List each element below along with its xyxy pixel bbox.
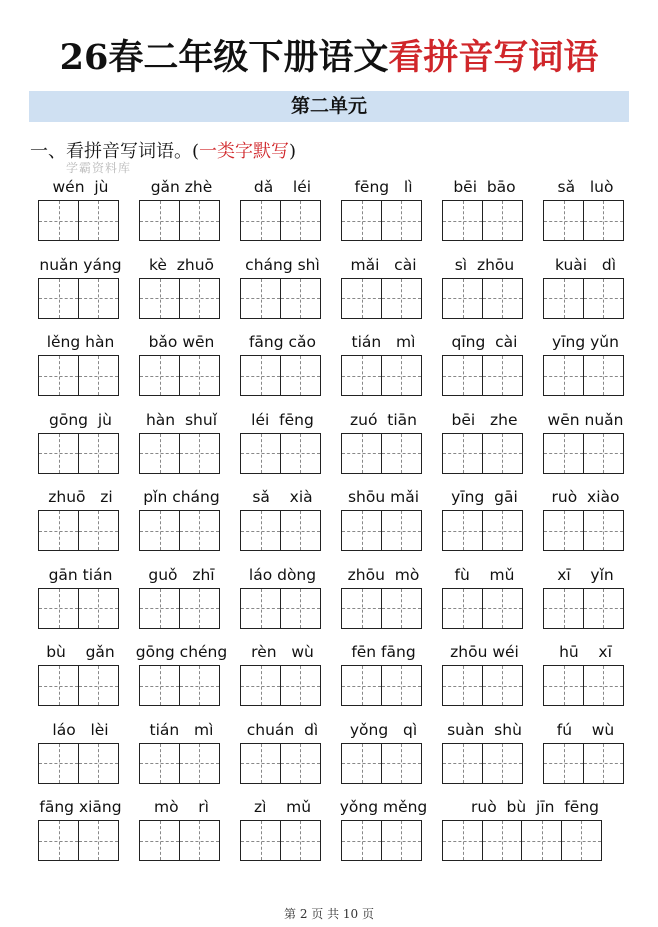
word-item xyxy=(132,407,231,485)
word-item xyxy=(132,174,231,252)
word-item xyxy=(435,252,534,330)
pinyin-label: fù mǔ xyxy=(454,565,515,584)
pinyin-label: mǎi cài xyxy=(350,255,417,274)
word-item xyxy=(132,717,231,795)
pinyin-label: tián mì xyxy=(149,720,214,739)
tianzige-box[interactable] xyxy=(139,510,180,551)
word-item xyxy=(435,174,534,252)
word-item xyxy=(334,639,433,717)
pinyin-label: yǒng qì xyxy=(349,720,418,739)
pinyin-label: wén jù xyxy=(52,178,109,196)
tianzige-box[interactable] xyxy=(583,200,624,241)
tianzige-box[interactable] xyxy=(139,200,180,241)
writing-boxes xyxy=(543,743,624,784)
word-item xyxy=(334,407,433,485)
tianzige-box[interactable] xyxy=(482,278,523,319)
word-item xyxy=(132,562,231,640)
pinyin-label: bēi zhe xyxy=(451,410,518,429)
tianzige-box[interactable] xyxy=(240,200,281,241)
pinyin-label: cháng shì xyxy=(245,255,320,274)
writing-boxes xyxy=(341,433,422,474)
word-item xyxy=(435,717,534,795)
pinyin-label: yǒng měng xyxy=(339,798,428,816)
tianzige-box[interactable] xyxy=(482,200,523,241)
writing-boxes xyxy=(139,820,220,861)
tianzige-box[interactable] xyxy=(583,278,624,319)
tianzige-box[interactable] xyxy=(38,510,79,551)
tianzige-box[interactable] xyxy=(38,433,79,474)
word-item xyxy=(132,252,231,330)
tianzige-box[interactable] xyxy=(38,355,79,396)
tianzige-box[interactable] xyxy=(341,510,382,551)
tianzige-box[interactable] xyxy=(78,200,119,241)
word-item xyxy=(233,329,332,407)
tianzige-box[interactable] xyxy=(341,743,382,784)
tianzige-box[interactable] xyxy=(381,510,422,551)
tianzige-box[interactable] xyxy=(38,665,79,706)
tianzige-box[interactable] xyxy=(139,433,180,474)
pinyin-label: sǎ xià xyxy=(252,488,313,506)
writing-boxes xyxy=(139,278,220,319)
word-item xyxy=(31,639,130,717)
word-item xyxy=(334,562,433,640)
word-item xyxy=(31,562,130,640)
tianzige-box[interactable] xyxy=(38,743,79,784)
pinyin-label: wēn nuǎn xyxy=(547,410,624,429)
writing-boxes xyxy=(139,433,220,474)
writing-boxes xyxy=(139,665,220,706)
tianzige-box[interactable] xyxy=(280,433,321,474)
tianzige-box[interactable] xyxy=(280,278,321,319)
word-item xyxy=(435,484,534,562)
pinyin-label: bǎo wēn xyxy=(148,333,215,351)
tianzige-box[interactable] xyxy=(240,278,281,319)
word-item xyxy=(233,562,332,640)
writing-boxes xyxy=(442,510,523,551)
pinyin-label: sǎ luò xyxy=(557,178,614,196)
writing-boxes xyxy=(38,278,119,319)
word-item xyxy=(536,174,635,252)
tianzige-box[interactable] xyxy=(583,433,624,474)
tianzige-box[interactable] xyxy=(280,355,321,396)
writing-boxes xyxy=(240,665,321,706)
tianzige-box[interactable] xyxy=(240,510,281,551)
writing-boxes xyxy=(442,278,523,319)
writing-boxes xyxy=(341,200,422,241)
word-item xyxy=(536,407,635,485)
word-item xyxy=(334,794,433,872)
writing-boxes xyxy=(38,743,119,784)
tianzige-box[interactable] xyxy=(442,588,483,629)
tianzige-box[interactable] xyxy=(78,743,119,784)
pinyin-label: zhōu wéi xyxy=(450,643,519,661)
pinyin-label: nuǎn yáng xyxy=(39,255,122,274)
word-item xyxy=(536,329,635,407)
tianzige-box[interactable] xyxy=(543,433,584,474)
tianzige-box[interactable] xyxy=(482,743,523,784)
tianzige-box[interactable] xyxy=(78,588,119,629)
word-item xyxy=(233,794,332,872)
tianzige-box[interactable] xyxy=(341,355,382,396)
pinyin-label: suàn shù xyxy=(447,720,522,739)
tianzige-box[interactable] xyxy=(482,665,523,706)
writing-boxes xyxy=(442,665,523,706)
pinyin-label: gōng chéng xyxy=(135,643,228,661)
pinyin-label: xī yǐn xyxy=(557,565,614,584)
page-title-main: 26春二年级下册语文 xyxy=(59,37,389,78)
tianzige-box[interactable] xyxy=(482,510,523,551)
tianzige-box[interactable] xyxy=(381,278,422,319)
pinyin-label: bù gǎn xyxy=(46,643,115,661)
pinyin-label: fāng xiāng xyxy=(39,798,122,816)
section-heading-note: 一类字默写 xyxy=(199,141,290,162)
writing-boxes xyxy=(38,200,119,241)
writing-boxes xyxy=(38,355,119,396)
tianzige-box[interactable] xyxy=(179,433,220,474)
word-item xyxy=(31,717,130,795)
tianzige-box[interactable] xyxy=(381,743,422,784)
writing-boxes xyxy=(442,743,523,784)
writing-boxes xyxy=(240,588,321,629)
writing-boxes xyxy=(38,588,119,629)
tianzige-box[interactable] xyxy=(442,278,483,319)
pinyin-label: zuó tiān xyxy=(349,410,417,429)
tianzige-box[interactable] xyxy=(341,278,382,319)
pinyin-label: yīng gāi xyxy=(451,488,518,506)
tianzige-box[interactable] xyxy=(442,510,483,551)
pinyin-label: fú wù xyxy=(556,720,615,739)
tianzige-box[interactable] xyxy=(240,743,281,784)
tianzige-box[interactable] xyxy=(179,743,220,784)
tianzige-box[interactable] xyxy=(280,588,321,629)
writing-boxes xyxy=(543,588,624,629)
pinyin-label: hàn shuǐ xyxy=(145,410,218,429)
pinyin-label: léi fēng xyxy=(251,410,314,429)
pinyin-label: kuài dì xyxy=(554,255,617,274)
tianzige-box[interactable] xyxy=(482,433,523,474)
tianzige-box[interactable] xyxy=(38,588,79,629)
page-title xyxy=(0,32,658,84)
tianzige-box[interactable] xyxy=(341,820,382,861)
writing-boxes xyxy=(543,433,624,474)
pinyin-label: gān tián xyxy=(48,565,113,584)
word-item xyxy=(435,639,534,717)
pinyin-label: chuán dì xyxy=(246,720,319,739)
tianzige-box[interactable] xyxy=(442,665,483,706)
word-item xyxy=(132,329,231,407)
writing-boxes xyxy=(341,510,422,551)
tianzige-box[interactable] xyxy=(78,510,119,551)
tianzige-box[interactable] xyxy=(78,355,119,396)
writing-boxes xyxy=(240,200,321,241)
pinyin-label: láo dòng xyxy=(248,565,317,584)
section-heading-text: 一、看拼音写词语。( xyxy=(30,141,200,162)
word-item xyxy=(31,407,130,485)
tianzige-box[interactable] xyxy=(179,510,220,551)
writing-boxes xyxy=(38,665,119,706)
pinyin-label: bēi bāo xyxy=(453,178,516,196)
pinyin-label: gōng jù xyxy=(49,410,112,429)
tianzige-box[interactable] xyxy=(543,510,584,551)
tianzige-box[interactable] xyxy=(341,665,382,706)
tianzige-box[interactable] xyxy=(139,820,180,861)
tianzige-box[interactable] xyxy=(583,588,624,629)
tianzige-box[interactable] xyxy=(280,200,321,241)
writing-boxes xyxy=(240,355,321,396)
writing-boxes xyxy=(442,588,523,629)
word-item xyxy=(233,717,332,795)
tianzige-box[interactable] xyxy=(543,278,584,319)
writing-boxes xyxy=(341,820,422,861)
word-item xyxy=(435,329,534,407)
tianzige-box[interactable] xyxy=(280,743,321,784)
tianzige-box[interactable] xyxy=(139,355,180,396)
writing-boxes xyxy=(543,200,624,241)
tianzige-box[interactable] xyxy=(543,355,584,396)
tianzige-box[interactable] xyxy=(561,820,602,861)
tianzige-box[interactable] xyxy=(38,820,79,861)
tianzige-box[interactable] xyxy=(583,665,624,706)
word-item xyxy=(435,562,534,640)
writing-boxes xyxy=(240,820,321,861)
pinyin-label: sì zhōu xyxy=(454,255,515,274)
word-item xyxy=(334,329,433,407)
pinyin-label: gǎn zhè xyxy=(150,178,213,196)
page-number: 第 2 页 共 10 页 xyxy=(284,907,374,921)
tianzige-box[interactable] xyxy=(139,278,180,319)
pinyin-label: mò rì xyxy=(154,798,209,816)
word-item xyxy=(132,794,231,872)
pinyin-label: fēng lì xyxy=(354,178,413,196)
pinyin-label: qīng cài xyxy=(451,333,518,351)
tianzige-box[interactable] xyxy=(381,665,422,706)
tianzige-box[interactable] xyxy=(139,665,180,706)
tianzige-box[interactable] xyxy=(240,433,281,474)
writing-boxes xyxy=(543,510,624,551)
tianzige-box[interactable] xyxy=(240,588,281,629)
pinyin-label: yīng yǔn xyxy=(552,333,619,351)
tianzige-box[interactable] xyxy=(179,355,220,396)
tianzige-box[interactable] xyxy=(179,278,220,319)
tianzige-box[interactable] xyxy=(139,743,180,784)
tianzige-box[interactable] xyxy=(240,665,281,706)
tianzige-box[interactable] xyxy=(341,200,382,241)
tianzige-box[interactable] xyxy=(583,510,624,551)
pinyin-label: kè zhuō xyxy=(148,255,215,274)
tianzige-box[interactable] xyxy=(482,355,523,396)
pinyin-label: tián mì xyxy=(351,333,416,351)
tianzige-box[interactable] xyxy=(521,820,562,861)
writing-boxes xyxy=(240,510,321,551)
writing-boxes xyxy=(543,278,624,319)
pinyin-label: ruò bù jīn fēng xyxy=(471,798,599,816)
tianzige-box[interactable] xyxy=(381,433,422,474)
pinyin-label: zì mǔ xyxy=(253,798,312,816)
writing-boxes xyxy=(543,355,624,396)
tianzige-box[interactable] xyxy=(78,820,119,861)
word-item xyxy=(536,717,635,795)
tianzige-box[interactable] xyxy=(240,820,281,861)
pinyin-label: zhōu mò xyxy=(347,565,420,584)
tianzige-box[interactable] xyxy=(38,200,79,241)
section-heading-close: ) xyxy=(289,141,297,162)
watermark: 学霸资料库 xyxy=(66,161,132,175)
tianzige-box[interactable] xyxy=(381,820,422,861)
writing-boxes xyxy=(442,820,602,861)
word-item xyxy=(31,252,130,330)
tianzige-box[interactable] xyxy=(442,743,483,784)
tianzige-box[interactable] xyxy=(139,588,180,629)
writing-boxes xyxy=(240,433,321,474)
word-item xyxy=(334,174,433,252)
tianzige-box[interactable] xyxy=(482,588,523,629)
writing-boxes xyxy=(341,588,422,629)
tianzige-box[interactable] xyxy=(543,665,584,706)
tianzige-box[interactable] xyxy=(442,433,483,474)
tianzige-box[interactable] xyxy=(381,200,422,241)
writing-boxes xyxy=(139,743,220,784)
pinyin-label: ruò xiào xyxy=(551,488,620,506)
writing-boxes xyxy=(38,433,119,474)
writing-boxes xyxy=(442,433,523,474)
unit-heading: 第二单元 xyxy=(29,91,629,122)
writing-boxes xyxy=(341,355,422,396)
tianzige-box[interactable] xyxy=(442,355,483,396)
tianzige-box[interactable] xyxy=(583,743,624,784)
tianzige-box[interactable] xyxy=(482,820,523,861)
tianzige-box[interactable] xyxy=(341,433,382,474)
word-item xyxy=(435,794,635,872)
writing-boxes xyxy=(341,743,422,784)
pinyin-label: hū xī xyxy=(559,643,612,661)
pinyin-label: rèn wù xyxy=(251,643,314,661)
writing-boxes xyxy=(543,665,624,706)
tianzige-box[interactable] xyxy=(442,820,483,861)
word-item xyxy=(233,484,332,562)
word-item xyxy=(536,562,635,640)
tianzige-box[interactable] xyxy=(280,820,321,861)
writing-boxes xyxy=(38,510,119,551)
writing-boxes xyxy=(38,820,119,861)
word-item xyxy=(334,252,433,330)
word-item xyxy=(536,639,635,717)
word-item xyxy=(132,639,231,717)
pinyin-label: lěng hàn xyxy=(46,333,115,351)
word-item xyxy=(233,639,332,717)
pinyin-label: láo lèi xyxy=(52,720,109,739)
writing-boxes xyxy=(341,665,422,706)
tianzige-box[interactable] xyxy=(381,355,422,396)
tianzige-box[interactable] xyxy=(381,588,422,629)
word-item xyxy=(536,484,635,562)
tianzige-box[interactable] xyxy=(179,200,220,241)
word-item xyxy=(233,407,332,485)
pinyin-label: guǒ zhī xyxy=(148,565,215,584)
writing-boxes xyxy=(139,588,220,629)
pinyin-label: pǐn cháng xyxy=(143,488,220,506)
word-item xyxy=(132,484,231,562)
word-item xyxy=(233,252,332,330)
word-item xyxy=(334,717,433,795)
pinyin-label: fāng cǎo xyxy=(248,333,317,351)
writing-boxes xyxy=(341,278,422,319)
word-item xyxy=(233,174,332,252)
writing-boxes xyxy=(240,278,321,319)
page-title-accent: 看拼音写词语 xyxy=(388,37,599,78)
writing-boxes xyxy=(442,200,523,241)
tianzige-box[interactable] xyxy=(179,588,220,629)
tianzige-box[interactable] xyxy=(280,510,321,551)
tianzige-box[interactable] xyxy=(280,665,321,706)
word-item xyxy=(334,484,433,562)
tianzige-box[interactable] xyxy=(78,433,119,474)
word-grid xyxy=(31,174,634,870)
writing-boxes xyxy=(139,200,220,241)
tianzige-box[interactable] xyxy=(78,278,119,319)
tianzige-box[interactable] xyxy=(543,200,584,241)
word-item xyxy=(31,484,130,562)
word-item xyxy=(435,407,534,485)
tianzige-box[interactable] xyxy=(543,588,584,629)
tianzige-box[interactable] xyxy=(179,665,220,706)
writing-boxes xyxy=(442,355,523,396)
tianzige-box[interactable] xyxy=(240,355,281,396)
tianzige-box[interactable] xyxy=(442,200,483,241)
tianzige-box[interactable] xyxy=(341,588,382,629)
word-item xyxy=(31,174,130,252)
word-item xyxy=(536,252,635,330)
tianzige-box[interactable] xyxy=(179,820,220,861)
tianzige-box[interactable] xyxy=(38,278,79,319)
pinyin-label: shōu mǎi xyxy=(347,488,420,506)
writing-boxes xyxy=(139,355,220,396)
tianzige-box[interactable] xyxy=(583,355,624,396)
writing-boxes xyxy=(240,743,321,784)
tianzige-box[interactable] xyxy=(543,743,584,784)
word-item xyxy=(31,794,130,872)
tianzige-box[interactable] xyxy=(78,665,119,706)
pinyin-label: zhuō zi xyxy=(48,488,113,506)
word-item xyxy=(31,329,130,407)
pinyin-label: dǎ léi xyxy=(253,178,312,196)
writing-boxes xyxy=(139,510,220,551)
pinyin-label: fēn fāng xyxy=(351,643,416,661)
